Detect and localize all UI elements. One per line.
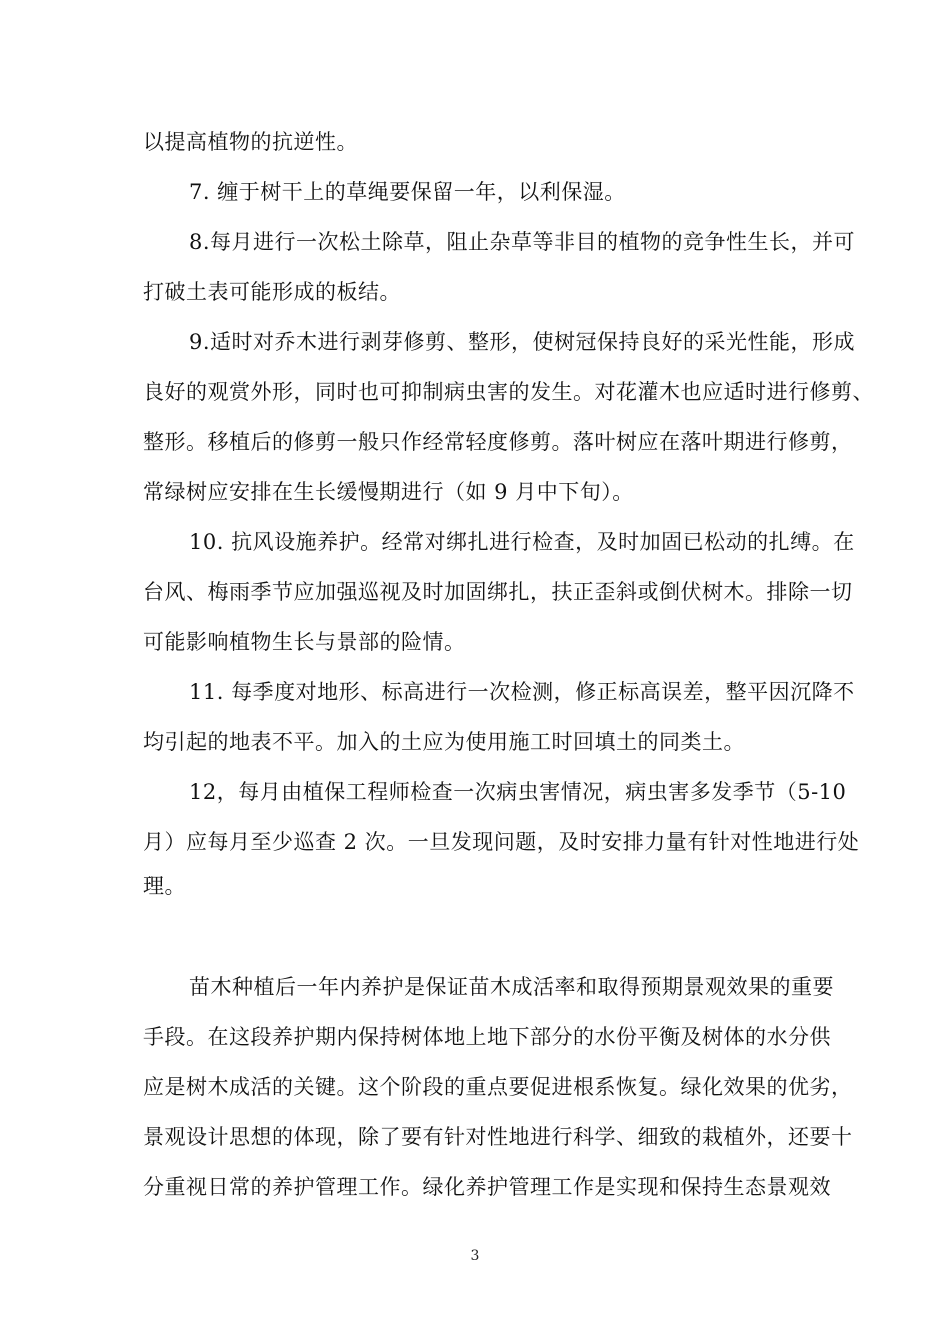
text-line: 9.适时对乔木进行剥芽修剪、整形，使树冠保持良好的采光性能，形成 <box>189 330 856 354</box>
text-line: 苗木种植后一年内养护是保证苗木成活率和取得预期景观效果的重要 <box>189 975 834 999</box>
text-line: 均引起的地表不平。加入的土应为使用施工时回填土的同类土。 <box>143 730 745 754</box>
text-line: 常绿树应安排在生长缓慢期进行（如 9 月中下旬）。 <box>143 480 634 504</box>
text-line: 景观设计思想的体现，除了要有针对性地进行科学、细致的栽植外，还要十 <box>143 1125 853 1149</box>
text-line: 月）应每月至少巡查 2 次。一旦发现问题，及时安排力量有针对性地进行处 <box>143 830 860 854</box>
text-line: 分重视日常的养护管理工作。绿化养护管理工作是实现和保持生态景观效 <box>143 1175 831 1199</box>
text-line: 8.每月进行一次松土除草，阻止杂草等非目的植物的竞争性生长，并可 <box>189 230 856 254</box>
text-line: 整形。移植后的修剪一般只作经常轻度修剪。落叶树应在落叶期进行修剪， <box>143 430 853 454</box>
text-line: 台风、梅雨季节应加强巡视及时加固绑扎，扶正歪斜或倒伏树木。排除一切 <box>143 580 853 604</box>
page-number: 3 <box>470 1248 480 1264</box>
text-line: 手段。在这段养护期内保持树体地上地下部分的水份平衡及树体的水分供 <box>143 1025 831 1049</box>
text-line: 7. 缠于树干上的草绳要保留一年，以利保湿。 <box>189 180 626 204</box>
text-line: 理。 <box>143 874 186 898</box>
text-line: 可能影响植物生长与景部的险情。 <box>143 630 466 654</box>
text-line: 11. 每季度对地形、标高进行一次检测，修正标高误差，整平因沉降不 <box>189 680 855 704</box>
text-line: 良好的观赏外形，同时也可抑制病虫害的发生。对花灌木也应适时进行修剪、 <box>143 380 874 404</box>
text-line: 12，每月由植保工程师检查一次病虫害情况，病虫害多发季节（5-10 <box>189 780 847 804</box>
text-line: 10. 抗风设施养护。经常对绑扎进行检查，及时加固已松动的扎缚。在 <box>189 530 855 554</box>
text-line: 打破土表可能形成的板结。 <box>143 280 401 304</box>
text-line: 以提高植物的抗逆性。 <box>143 130 358 154</box>
text-line: 应是树木成活的关键。这个阶段的重点要促进根系恢复。绿化效果的优劣， <box>143 1075 853 1099</box>
